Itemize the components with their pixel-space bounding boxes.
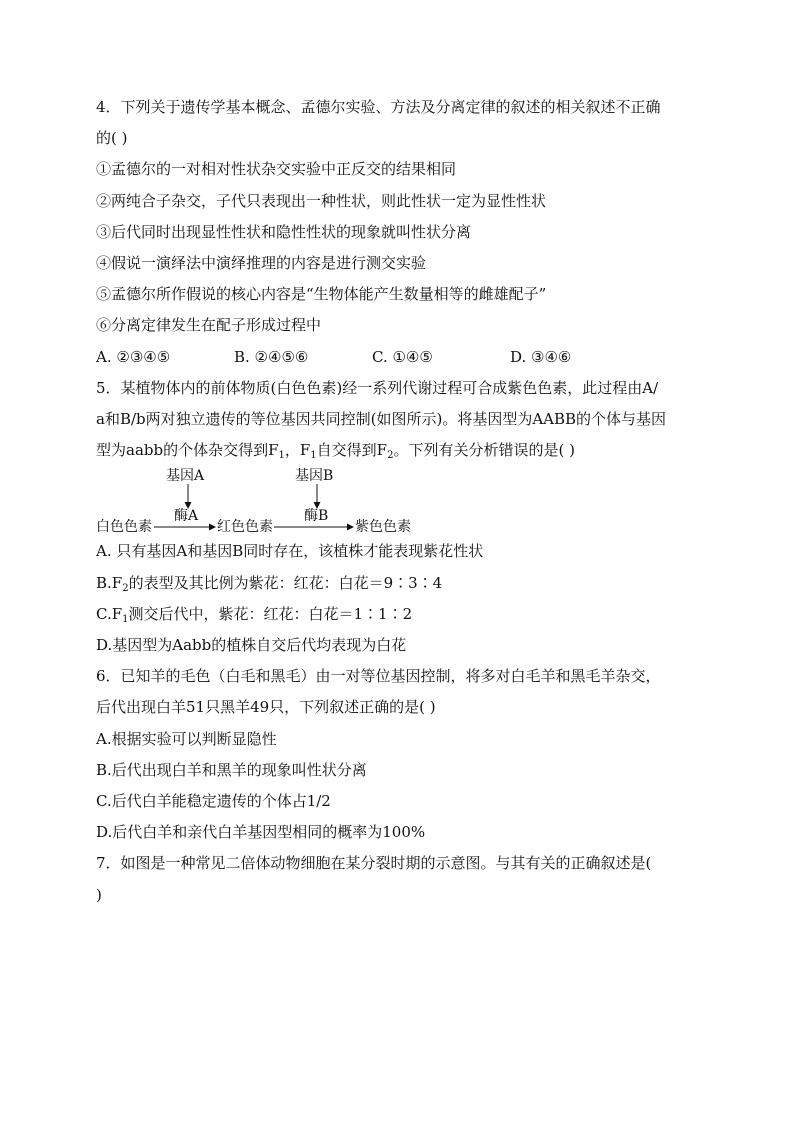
exam-page [96, 92, 698, 911]
white-pigment-label: 白色色素 [96, 519, 152, 536]
subscript-1: 1 [310, 450, 317, 462]
q5-stem-3a: 型为aabb的个体杂交得到F [96, 441, 279, 460]
enzyme-b-label: 酶B [304, 508, 329, 525]
q7-stem-line-2: ) [96, 885, 102, 904]
q5-option-a[interactable]: A. 只有基因A和基因B同时存在，该植株才能表现紫花性状 [96, 542, 484, 561]
q4-option-a[interactable]: A. ②③④⑤ [96, 347, 171, 366]
q5-stem-3d: 。下列有关分析错误的是( ) [393, 441, 575, 460]
enzyme-a-label: 酶A [174, 508, 199, 525]
q4-stem-line-1: 4．下列关于遗传学基本概念、孟德尔实验、方法及分离定律的叙述的相关叙述不正确 [96, 98, 661, 116]
q4-option-c[interactable]: C. ①④⑤ [372, 347, 433, 366]
q5-option-b-text: 的表型及其比例为紫花：红花：白花＝9∶3∶4 [128, 573, 443, 592]
q4-statement-4: ④假说一演绎法中演绎推理的内容是进行测交实验 [96, 254, 427, 273]
q4-statement-6: ⑥分离定律发生在配子形成过程中 [96, 316, 322, 335]
gene-b-label: 基因B [295, 468, 334, 485]
red-pigment-label: 红色色素 [217, 519, 273, 536]
q4-statement-5: ⑤孟德尔所作假说的核心内容是“生物体能产生数量相等的雌雄配子” [96, 285, 547, 304]
q6-option-b[interactable]: B.后代出现白羊和黑羊的现象叫性状分离 [96, 760, 367, 779]
q4-statement-1: ①孟德尔的一对相对性状杂交实验中正反交的结果相同 [96, 160, 457, 179]
q4-option-b[interactable]: B. ②④⑤⑥ [234, 347, 309, 366]
q4-stem-line-2: 的( ) [96, 129, 128, 148]
red-to-purple-arrow-head [347, 524, 354, 531]
q5-stem-3c: 自交得到F [316, 441, 388, 460]
pigment-pathway-diagram [96, 466, 698, 536]
q4-statement-2: ②两纯合子杂交，子代只表现出一种性状，则此性状一定为显性性状 [96, 191, 547, 210]
subscript-1: 1 [278, 450, 285, 462]
gene-a-label: 基因A [166, 468, 205, 485]
q6-option-c[interactable]: C.后代白羊能稳定遗传的个体占1/2 [96, 792, 331, 811]
q5-stem-line-2: a和B/b两对独立遗传的等位基因共同控制(如图所示)。将基因型为AABB的个体与基因 [96, 410, 667, 429]
q6-stem-line-1: 6．已知羊的毛色（白毛和黑毛）由一对等位基因控制，将多对白毛羊和黑毛羊杂交， [96, 667, 661, 686]
q6-stem-line-2: 后代出现白羊51只黑羊49只，下列叙述正确的是( ) [96, 698, 436, 717]
q6-option-d[interactable]: D.后代白羊和亲代白羊基因型相同的概率为100% [96, 823, 426, 842]
q5-stem-3b: ，F [284, 441, 311, 460]
subscript-1: 1 [122, 613, 129, 625]
q5-option-b-prefix: B.F [96, 573, 123, 592]
q5-stem-line-3 [96, 435, 698, 466]
q5-option-c-text: 测交后代中，紫花：红花：白花＝1∶1∶2 [128, 604, 413, 623]
q5-option-b[interactable] [96, 568, 698, 599]
q5-option-d[interactable]: D.基因型为Aabb的植株自交后代均表现为白花 [96, 636, 407, 655]
q4-options [96, 342, 698, 373]
q7-stem-line-1: 7．如图是一种常见二倍体动物细胞在某分裂时期的示意图。与其有关的正确叙述是( [96, 854, 652, 873]
purple-pigment-label: 紫色色素 [355, 519, 411, 536]
white-to-red-arrow-head [209, 524, 216, 531]
q5-option-c[interactable] [96, 599, 698, 630]
q4-option-d[interactable]: D. ③④⑥ [510, 347, 572, 366]
subscript-2: 2 [387, 450, 394, 462]
subscript-2: 2 [122, 582, 129, 594]
q6-option-a[interactable]: A.根据实验可以判断显隐性 [96, 729, 277, 748]
q5-stem-line-1: 5．某植物体内的前体物质(白色色素)经一系列代谢过程可合成紫色色素，此过程由A/ [96, 378, 659, 397]
q4-statement-3: ③后代同时出现显性性状和隐性性状的现象就叫性状分离 [96, 222, 472, 241]
q5-option-c-prefix: C.F [96, 604, 123, 623]
